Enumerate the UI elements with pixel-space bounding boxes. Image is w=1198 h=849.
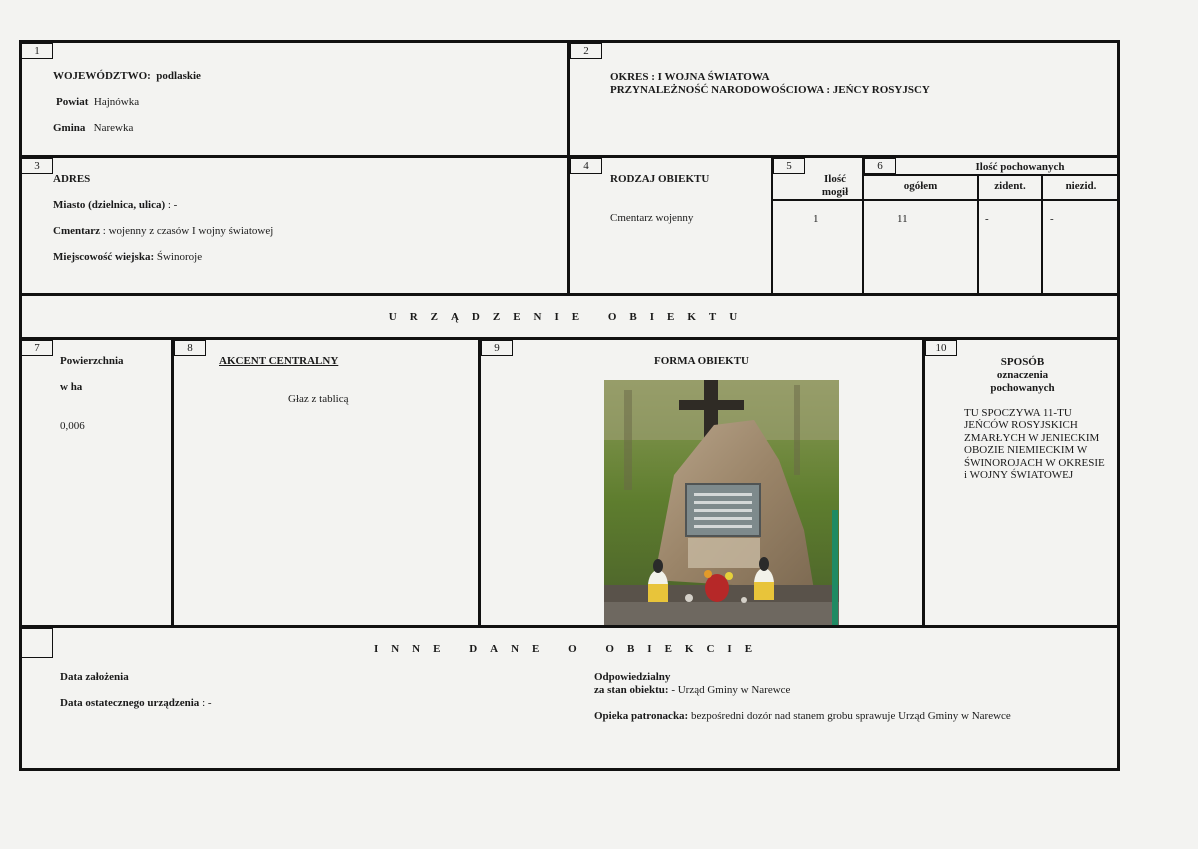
- miasto-row: [53, 199, 177, 212]
- inscription-line: OBOZIE NIEMIECKIM W: [964, 444, 1088, 457]
- section-5-number: 5: [773, 158, 805, 174]
- col-zident-header: zident.: [994, 180, 1026, 192]
- sposob-sub2: pochowanych: [990, 382, 1055, 394]
- miasto-value: : -: [165, 199, 178, 211]
- memorial-boulder-image: [604, 380, 839, 625]
- odpowiedzialny-label: Odpowiedzialny: [594, 671, 671, 683]
- inne-dane-header: INNE DANE O OBIEKCIE: [373, 643, 766, 655]
- ilosc-mogil-title-1: Ilość: [824, 173, 846, 185]
- powiat-row: [56, 96, 139, 109]
- okres-text: OKRES : I WOJNA ŚWIATOWA: [610, 71, 770, 83]
- cmentarz-label: Cmentarz: [53, 225, 101, 237]
- section-10-number: 10: [925, 340, 957, 356]
- inscription-line: JEŃCÓW ROSYJSKICH: [964, 419, 1078, 432]
- opieka-row: [594, 710, 1011, 723]
- odpowiedzialny-row: [594, 684, 790, 697]
- section-9-number: 9: [481, 340, 513, 356]
- forma-obiektu-title: FORMA OBIEKTU: [653, 355, 750, 367]
- ilosc-mogil-value: 1: [813, 213, 819, 225]
- zident-value: -: [985, 213, 989, 225]
- col-divider-5: [771, 158, 773, 295]
- powierzchnia-unit: w ha: [60, 381, 83, 393]
- section-6-number: 6: [864, 158, 896, 174]
- miejscowosc-label: Miejscowość wiejska:: [53, 251, 155, 263]
- gmina-row: [53, 122, 133, 135]
- section5-6-header-line: [772, 199, 1119, 201]
- section-1-number: 1: [21, 43, 53, 59]
- powiat-label: Powiat: [56, 96, 89, 108]
- niezid-value: -: [1050, 213, 1054, 225]
- rodzaj-obiektu-title: RODZAJ OBIEKTU: [610, 173, 710, 185]
- data-urzadzenia-row: [60, 697, 212, 710]
- section-4-number: 4: [570, 158, 602, 174]
- inscription-line: i WOJNY ŚWIATOWEJ: [964, 469, 1074, 482]
- akcent-centralny-title: AKCENT CENTRALNY: [219, 355, 339, 367]
- powierzchnia-value: 0,006: [60, 420, 85, 432]
- col-niezid-header: niezid.: [1065, 180, 1097, 192]
- opieka-value: bezpośredni dozór nad stanem grobu sprawuje Urząd Gminy w Narewce: [688, 710, 1011, 722]
- section-2-number: 2: [570, 43, 602, 59]
- rodzaj-obiektu-value: Cmentarz wojenny: [610, 212, 694, 224]
- inscription-line: ZMARŁYCH W JENIECKIM: [964, 431, 1100, 444]
- przynaleznosc-text: PRZYNALEŻNOŚĆ NARODOWOŚCIOWA : JEŃCY ROSYJSCY: [610, 84, 930, 96]
- ilosc-pochowanych-title: Ilość pochowanych: [975, 161, 1065, 173]
- powiat-value: Hajnówka: [93, 96, 140, 108]
- odpowiedzialny-value: - Urząd Gminy w Narewce: [668, 684, 791, 696]
- data-zalozenia-label: Data założenia: [60, 671, 129, 683]
- sposob-sub1: oznaczenia: [996, 369, 1049, 381]
- col-divider-8: [478, 340, 481, 627]
- gmina-label: Gmina: [53, 122, 86, 134]
- miejscowosc-value: Świnoroje: [154, 251, 203, 263]
- inscription-text: [964, 407, 1114, 481]
- cmentarz-value: : wojenny z czasów I wojny światowej: [100, 225, 274, 237]
- odpowiedzialny-stan-label: za stan obiektu:: [594, 684, 669, 696]
- wojewodztwo-value: podlaskie: [156, 70, 201, 82]
- col-ogolem-header: ogółem: [903, 180, 938, 192]
- inscription-line: TU SPOCZYWA 11-TU: [964, 407, 1072, 419]
- wojewodztwo-label: WOJEWÓDZTWO:: [53, 70, 151, 82]
- section-7-number: 7: [21, 340, 53, 356]
- opieka-label: Opieka patronacka:: [594, 710, 689, 722]
- ogolem-value: 11: [897, 213, 908, 225]
- ilosc-mogil-title-2: mogił: [821, 186, 849, 198]
- sposob-title: SPOSÓB: [1000, 356, 1045, 368]
- cmentarz-row: [53, 225, 273, 238]
- miasto-label: Miasto (dzielnica, ulica): [53, 199, 166, 211]
- data-urzadzenia-value: : -: [199, 697, 212, 709]
- wojewodztwo-row: [53, 70, 201, 83]
- gmina-value: Narewka: [93, 122, 134, 134]
- akcent-centralny-value: Głaz z tablicą: [288, 393, 349, 405]
- section6-subheader-line: [863, 174, 1119, 176]
- powierzchnia-title: Powierzchnia: [60, 355, 124, 367]
- urzadzenie-obiektu-header: URZĄDZENIE OBIEKTU: [388, 311, 751, 323]
- section-3-number: 3: [21, 158, 53, 174]
- section-8-number: 8: [174, 340, 206, 356]
- row-divider-4: [19, 625, 1120, 628]
- memorial-photo: [604, 380, 839, 625]
- miejscowosc-row: [53, 251, 202, 264]
- adres-title: ADRES: [53, 173, 91, 185]
- inscription-line: ŚWINOROJACH W OKRESIE: [964, 456, 1105, 469]
- data-urzadzenia-label: Data ostatecznego urządzenia: [60, 697, 200, 709]
- col-divider-7: [171, 340, 174, 627]
